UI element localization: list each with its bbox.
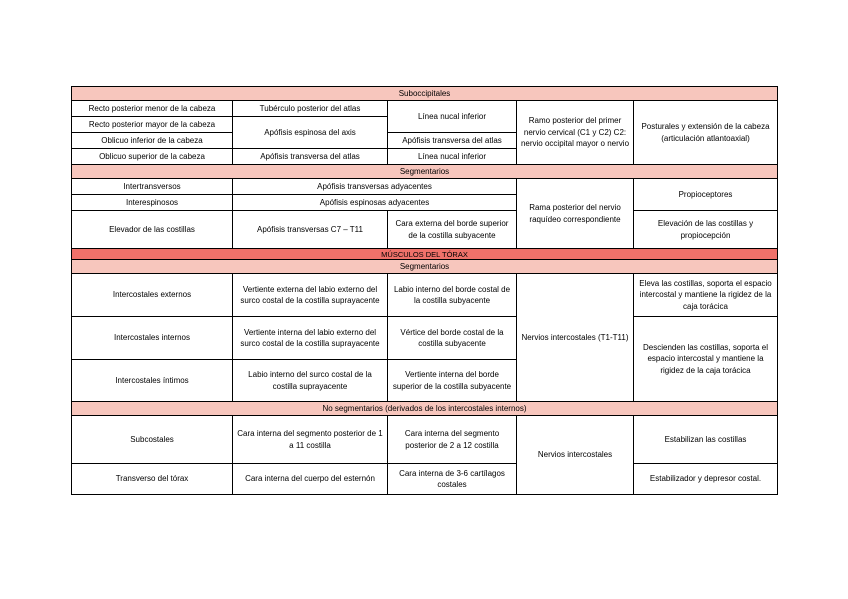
insertion-cell: Vertiente interna del borde superior de la costilla subyacente bbox=[388, 360, 517, 402]
function-cell: Estabilizan las costillas bbox=[634, 416, 778, 464]
origin-cell: Vertiente externa del labio externo del surco costal de la costilla suprayacente bbox=[233, 274, 388, 317]
muscle-name: Subcostales bbox=[72, 416, 233, 464]
nerve-cell: Nervios intercostales bbox=[517, 416, 634, 495]
nerve-cell: Ramo posterior del primer nervio cervical (C1 y C2) C2: nervio occipital mayor o nervio bbox=[517, 101, 634, 165]
muscle-name: Transverso del tórax bbox=[72, 464, 233, 495]
muscle-name: Recto posterior menor de la cabeza bbox=[72, 101, 233, 117]
muscle-name: Intertransversos bbox=[72, 179, 233, 195]
muscle-name: Elevador de las costillas bbox=[72, 211, 233, 249]
origin-cell: Tubérculo posterior del atlas bbox=[233, 101, 388, 117]
section-header-segmentarios: Segmentarios bbox=[72, 165, 778, 179]
origin-cell: Labio interno del surco costal de la costilla suprayacente bbox=[233, 360, 388, 402]
insertion-cell: Cara externa del borde superior de la costilla subyacente bbox=[388, 211, 517, 249]
section-header-segmentarios-torax: Segmentarios bbox=[72, 260, 778, 274]
muscle-name: Intercostales íntimos bbox=[72, 360, 233, 402]
insertion-cell: Apófisis transversa del atlas bbox=[388, 133, 517, 149]
origin-insertion-cell: Apófisis transversas adyacentes bbox=[233, 179, 517, 195]
origin-insertion-cell: Apófisis espinosas adyacentes bbox=[233, 195, 517, 211]
origin-cell: Cara interna del segmento posterior de 1 a 11 costilla bbox=[233, 416, 388, 464]
section-header-suboccipitales: Suboccipitales bbox=[72, 87, 778, 101]
origin-cell: Apófisis transversas C7 – T11 bbox=[233, 211, 388, 249]
section-header-no-segmentarios: No segmentarios (derivados de los intercostales internos) bbox=[72, 402, 778, 416]
insertion-cell: Cara interna de 3-6 cartílagos costales bbox=[388, 464, 517, 495]
insertion-cell: Vértice del borde costal de la costilla subyacente bbox=[388, 317, 517, 360]
origin-cell: Apófisis espinosa del axis bbox=[233, 117, 388, 149]
muscle-name: Oblicuo inferior de la cabeza bbox=[72, 133, 233, 149]
nerve-cell: Rama posterior del nervio raquídeo correspondiente bbox=[517, 179, 634, 249]
function-cell: Descienden las costillas, soporta el espacio intercostal y mantiene la rigidez de la caja torácica bbox=[634, 317, 778, 402]
muscle-name: Oblicuo superior de la cabeza bbox=[72, 149, 233, 165]
section-header-musculos-torax: MÚSCULOS DEL TÓRAX bbox=[72, 249, 778, 260]
function-cell: Eleva las costillas, soporta el espacio intercostal y mantiene la rigidez de la caja torácica bbox=[634, 274, 778, 317]
origin-cell: Vertiente interna del labio externo del surco costal de la costilla suprayacente bbox=[233, 317, 388, 360]
function-cell: Elevación de las costillas y propiocepción bbox=[634, 211, 778, 249]
insertion-cell: Línea nucal inferior bbox=[388, 101, 517, 133]
insertion-cell: Línea nucal inferior bbox=[388, 149, 517, 165]
origin-cell: Cara interna del cuerpo del esternón bbox=[233, 464, 388, 495]
origin-cell: Apófisis transversa del atlas bbox=[233, 149, 388, 165]
muscle-name: Intercostales internos bbox=[72, 317, 233, 360]
nerve-cell: Nervios intercostales (T1-T11) bbox=[517, 274, 634, 402]
muscle-name: Interespinosos bbox=[72, 195, 233, 211]
function-cell: Posturales y extensión de la cabeza (articulación atlantoaxial) bbox=[634, 101, 778, 165]
insertion-cell: Cara interna del segmento posterior de 2 a 12 costilla bbox=[388, 416, 517, 464]
function-cell: Propioceptores bbox=[634, 179, 778, 211]
muscle-name: Recto posterior mayor de la cabeza bbox=[72, 117, 233, 133]
function-cell: Estabilizador y depresor costal. bbox=[634, 464, 778, 495]
muscle-table bbox=[71, 86, 778, 495]
muscle-name: Intercostales externos bbox=[72, 274, 233, 317]
insertion-cell: Labio interno del borde costal de la costilla subyacente bbox=[388, 274, 517, 317]
